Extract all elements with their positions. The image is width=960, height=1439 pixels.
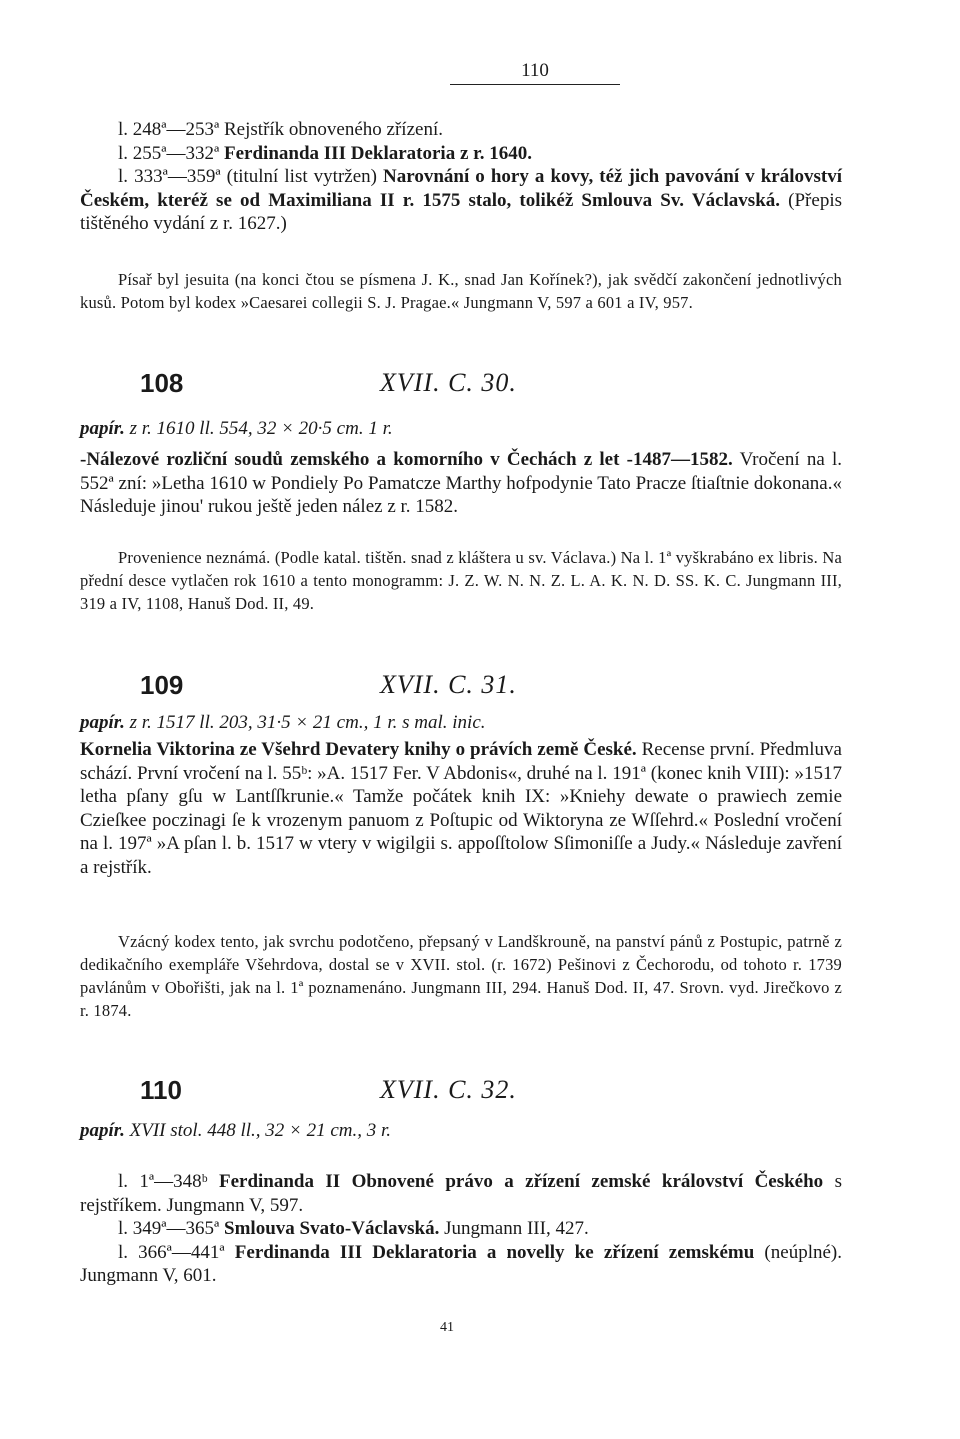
entry-number: 110 [140, 1075, 182, 1105]
entry-signature: XVII. C. 31. [380, 670, 517, 699]
entry-body-110 [80, 1170, 842, 1288]
list-item: l. 366ª—441ª Ferdinanda III Deklaratoria a novelly ke zřízení zemskému (neúplné). Jungmann V, 601. [80, 1241, 842, 1286]
entry-body-108: -Nálezové rozliční soudů zemského a komorního v Čechách z let -1487—1582. Vročení na l. 552ª zní: »Letha 1610 w Pondiely Po Pamatcze Marthy hofpodynie Tato Pracze ſtiaſtnie dokonana.« Následuje jinou' rukou ještě jeden nález z r. 1582. [80, 449, 842, 517]
entry-note-109: Vzácný kodex tento, jak svrchu podotčeno, přepsaný v Landškrouně, na panství pánů z Postupic, patrně z dedikačního exempláře Všehrdova, dostal se v XVII. stol. (r. 1672) Pešinovi z Čechorodu, od tohoto r. 1739 pavlánům v Obořišti, jak na l. 1ª poznamenáno. Jungmann III, 294. Hanuš Dod. II, 47. Srovn. vyd. Jirečkovo z r. 1874. [80, 932, 842, 1020]
entry-number: 108 [140, 368, 184, 398]
entry-title: Kornelia Viktorina ze Všehrd Devatery knihy o právích země České. [80, 739, 637, 760]
intro-line-3: l. 333ª—359ª (titulní list vytržen) Narovnání o hory a kovy, též jich pavování v království Českém, kteréž se od Maximiliana II r. 1575 stalo, tolikéž Smlouva Sv. Václavská. (Přepis tištěného vydání z r. 1627.) [80, 166, 842, 234]
list-item: l. 349ª—365ª Smlouva Svato-Václavská. Jungmann III, 427. [118, 1218, 589, 1239]
intro-section [80, 118, 842, 236]
entry-header-108 [80, 368, 842, 408]
entry-meta-108: papír. z r. 1610 ll. 554, 32 × 20·5 cm. 1 r. [80, 418, 393, 439]
entry-meta-110: papír. XVII stol. 448 ll., 32 × 21 cm., 3 r. [80, 1120, 392, 1141]
entry-body-109: Kornelia Viktorina ze Všehrd Devatery knihy o právích země České. Recense první. Předmluva schází. První vročení na l. 55ᵇ: »A. 1517 Fer. V Abdonis«, druhé na l. 191ª (konec knih VIII): »1517 letha pſany gſu w Lantſſkrunie.« Tamže počátek knih IX: »Kniehy dewate o prawiech zemie Czieſkee poczinagi ſe k vrozenym panuom z Poſtupic od Wiktoryna ze Wſſehrd.« Poslední vročení na l. 197ª »A pſan l. b. 1517 w vtery v wigilgii s. appoſſtolow Sſimoniſſe a Judy.« Následuje zavření a rejstřík. [80, 739, 842, 878]
entry-meta-109: papír. z r. 1517 ll. 203, 31·5 × 21 cm., 1 r. s mal. inic. [80, 712, 486, 733]
intro-line-2: l. 255ª—332ª Ferdinanda III Deklaratoria z r. 1640. [118, 142, 533, 164]
entry-signature: XVII. C. 30. [380, 368, 517, 397]
page-number: 110 [450, 60, 620, 85]
entry-header-109 [80, 670, 842, 710]
entry-header-110 [80, 1075, 842, 1115]
entry-title: -Nálezové rozliční soudů zemského a komorního v Čechách z let -1487—1582. [80, 449, 733, 470]
entry-note-108: Provenience neznámá. (Podle katal. tištěn. snad z kláštera u sv. Václava.) Na l. 1ª vyškrabáno ex libris. Na přední desce vytlačen rok 1610 a tento monogramm: J. Z. W. N. N. Z. L. A. K. N. D. SS. K. C. Jungmann III, 319 a IV, 1108, Hanuš Dod. II, 49. [80, 548, 842, 613]
intro-line-1: l. 248ª—253ª Rejstřík obnoveného zřízení. [118, 119, 443, 140]
intro-note: Písař byl jesuita (na konci čtou se písmena J. K., snad Jan Kořínek?), jak svědčí zakončení jednotlivých kusů. Potom byl kodex »Caesarei collegii S. J. Pragae.« Jungmann V, 597 a 601 a IV, 957. [80, 270, 842, 312]
footer-number: 41 [440, 1320, 454, 1335]
list-item: l. 1ª—348ᵇ Ferdinanda II Obnovené právo a zřízení zemské království Českého s rejstříkem. Jungmann V, 597. [80, 1171, 842, 1216]
entry-number: 109 [140, 670, 184, 700]
entry-signature: XVII. C. 32. [380, 1075, 517, 1104]
